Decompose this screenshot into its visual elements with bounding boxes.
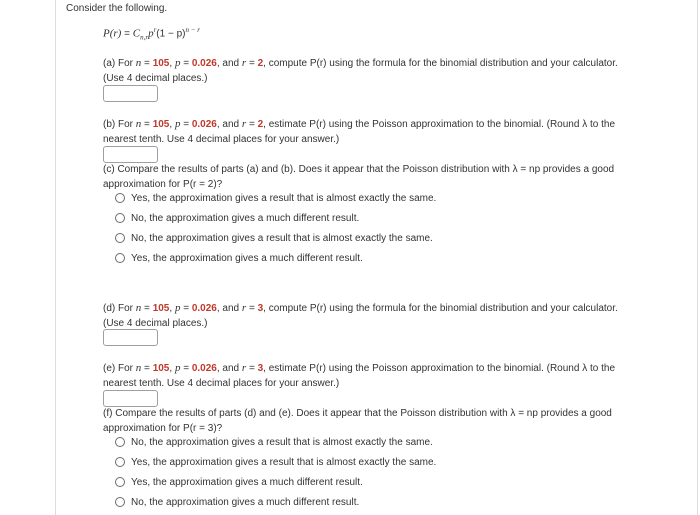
- radio-icon[interactable]: [115, 457, 125, 467]
- question-d: (d) For n = 105, p = 0.026, and r = 3, compute P(r) using the formula for the binomial distribution and your calculator. (Use 4 decimal places.): [103, 302, 618, 329]
- question-b: (b) For n = 105, p = 0.026, and r = 2, estimate P(r) using the Poisson approximation to the binomial. (Round λ to the nearest tenth. Use 4 decimal places for your answer.): [103, 118, 616, 145]
- option-f-1[interactable]: No, the approximation gives a result that is almost exactly the same.: [115, 435, 433, 449]
- option-f-4[interactable]: No, the approximation gives a much different result.: [115, 495, 359, 509]
- question-c: (c) Compare the results of parts (a) and (b). Does it appear that the Poisson distribution with λ = np provides a good approximation for P(r = 2)?: [103, 164, 615, 190]
- question-e: (e) For n = 105, p = 0.026, and r = 3, estimate P(r) using the Poisson approximation to the binomial. (Round λ to the nearest tenth. Use 4 decimal places for your answer.): [103, 362, 616, 389]
- radio-icon[interactable]: [115, 233, 125, 243]
- question-a: (a) For n = 105, p = 0.026, and r = 2, compute P(r) using the formula for the binomial distribution and your calculator. (Use 4 decimal places.): [103, 57, 618, 84]
- option-c-2[interactable]: No, the approximation gives a much different result.: [115, 211, 359, 225]
- binomial-formula: $P(r) = C_{n,r}p^r(1 - p)^{n - r}$: [103, 26, 200, 42]
- option-f-3[interactable]: Yes, the approximation gives a much different result.: [115, 475, 363, 489]
- answer-input-e[interactable]: [103, 390, 158, 407]
- intro-text: Consider the following.: [66, 3, 168, 14]
- radio-icon[interactable]: [115, 477, 125, 487]
- radio-icon[interactable]: [115, 497, 125, 507]
- radio-icon[interactable]: [115, 193, 125, 203]
- answer-input-a[interactable]: [103, 85, 158, 102]
- radio-icon[interactable]: [115, 213, 125, 223]
- option-c-1[interactable]: Yes, the approximation gives a result that is almost exactly the same.: [115, 191, 436, 205]
- radio-icon[interactable]: [115, 253, 125, 263]
- radio-icon[interactable]: [115, 437, 125, 447]
- answer-input-b[interactable]: [103, 146, 158, 163]
- option-c-3[interactable]: No, the approximation gives a result that is almost exactly the same.: [115, 231, 433, 245]
- question-f: (f) Compare the results of parts (d) and (e). Does it appear that the Poisson distribution with λ = np provides a good approximation for P(r = 3)?: [103, 408, 612, 434]
- answer-input-d[interactable]: [103, 329, 158, 346]
- question-panel: [55, 0, 698, 515]
- option-f-2[interactable]: Yes, the approximation gives a result that is almost exactly the same.: [115, 455, 436, 469]
- option-c-4[interactable]: Yes, the approximation gives a much different result.: [115, 251, 363, 265]
